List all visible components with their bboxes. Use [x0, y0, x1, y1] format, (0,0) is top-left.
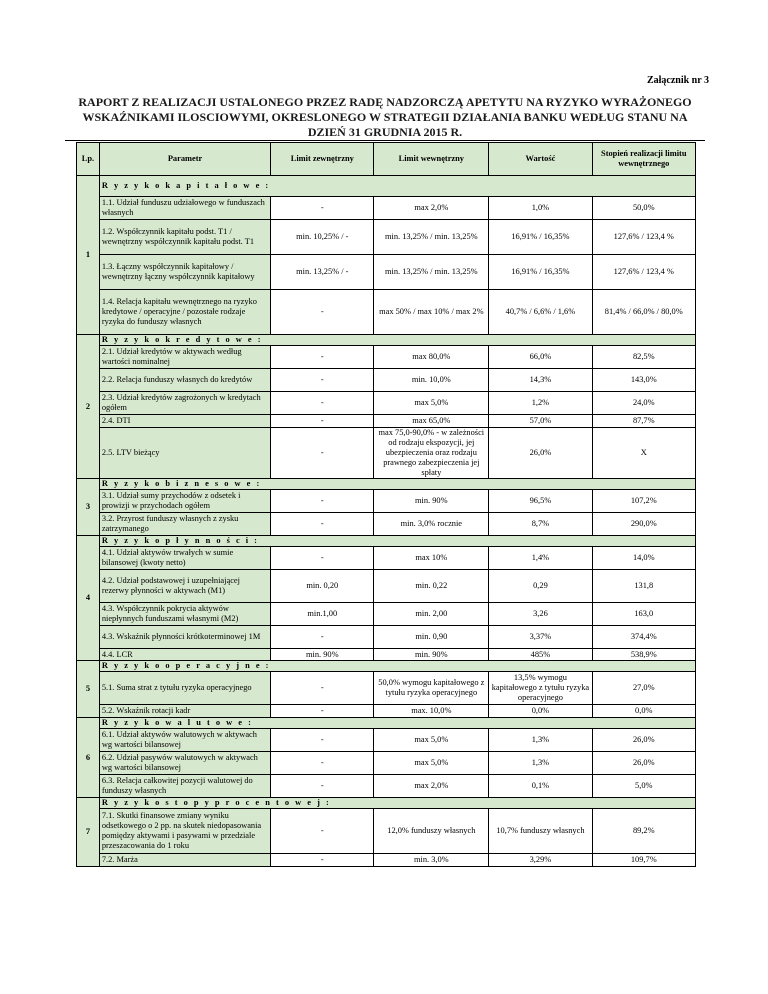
- ext-limit-cell: -: [271, 626, 374, 649]
- table-header-row: [77, 143, 696, 176]
- int-limit-cell: max 2,0%: [374, 775, 489, 798]
- ext-limit-cell: -: [271, 752, 374, 775]
- degree-cell: 374,4%: [592, 626, 695, 649]
- degree-cell: 109,7%: [592, 854, 695, 867]
- value-cell: 0,1%: [489, 775, 592, 798]
- param-cell: 7.1. Skutki finansowe zmiany wyniku odsetkowego o 2 pp. na skutek niedopasowania pomiędzy aktywami i pasywami w przedziale przeszacowania do 1 roku: [99, 809, 270, 854]
- param-cell: 7.2. Marża: [99, 854, 270, 867]
- value-cell: 3,29%: [489, 854, 592, 867]
- value-cell: 3,37%: [489, 626, 592, 649]
- table-row: [77, 220, 696, 255]
- int-limit-cell: max 2,0%: [374, 197, 489, 220]
- degree-cell: 27,0%: [592, 672, 695, 705]
- table-row: [77, 415, 696, 428]
- param-cell: 1.1. Udział funduszu udziałowego w funduszach własnych: [99, 197, 270, 220]
- param-cell: 2.2. Relacja funduszy własnych do kredytów: [99, 369, 270, 392]
- table-row: [77, 392, 696, 415]
- degree-cell: 81,4% / 66,0% / 80,0%: [592, 290, 695, 335]
- param-cell: 4.3. Współczynnik pokrycia aktywów niepłynnych funduszami własnymi (M2): [99, 603, 270, 626]
- section-header-row: [77, 479, 696, 490]
- degree-cell: 87,7%: [592, 415, 695, 428]
- param-cell: 2.4. DTI: [99, 415, 270, 428]
- header-param: Parametr: [99, 143, 270, 176]
- param-cell: 4.3. Wskaźnik płynności krótkoterminowej 1M: [99, 626, 270, 649]
- param-cell: 1.4. Relacja kapitału wewnętrznego na ryzyko kredytowe / operacyjne / pozostałe rodzaje ryzyka do funduszy własnych: [99, 290, 270, 335]
- ext-limit-cell: min. 13,25% / -: [271, 255, 374, 290]
- value-cell: 16,91% / 16,35%: [489, 220, 592, 255]
- header-ext: Limit zewnętrzny: [271, 143, 374, 176]
- section-title: R y z y k o p ł y n n o ś c i :: [99, 536, 695, 547]
- ext-limit-cell: -: [271, 809, 374, 854]
- ext-limit-cell: -: [271, 547, 374, 570]
- degree-cell: 290,0%: [592, 513, 695, 536]
- int-limit-cell: min. 10,0%: [374, 369, 489, 392]
- int-limit-cell: max 10%: [374, 547, 489, 570]
- degree-cell: 163,0: [592, 603, 695, 626]
- value-cell: 0,0%: [489, 705, 592, 718]
- table-row: [77, 626, 696, 649]
- header-int: Limit wewnętrzny: [374, 143, 489, 176]
- int-limit-cell: min. 3,0% rocznie: [374, 513, 489, 536]
- int-limit-cell: 12,0% funduszy własnych: [374, 809, 489, 854]
- ext-limit-cell: -: [271, 672, 374, 705]
- param-cell: 4.1. Udział aktywów trwałych w sumie bilansowej (kwoty netto): [99, 547, 270, 570]
- table-row: [77, 649, 696, 661]
- param-cell: 6.2. Udział pasywów walutowych w aktywach wg wartości bilansowej: [99, 752, 270, 775]
- ext-limit-cell: min.1,00: [271, 603, 374, 626]
- ext-limit-cell: -: [271, 428, 374, 479]
- header-deg: Stopień realizacji limitu wewnętrznego: [592, 143, 695, 176]
- degree-cell: X: [592, 428, 695, 479]
- table-row: [77, 729, 696, 752]
- ext-limit-cell: -: [271, 490, 374, 513]
- int-limit-cell: max 5,0%: [374, 392, 489, 415]
- section-number: 2: [77, 335, 100, 479]
- ext-limit-cell: -: [271, 346, 374, 369]
- int-limit-cell: min. 0,90: [374, 626, 489, 649]
- report-title: RAPORT Z REALIZACJI USTALONEGO PRZEZ RADĘ NADZORCZĄ APETYTU NA RYZYKO WYRAŻONEGO WSKAŹNIKAMI ILOSCIOWYMI, OKRESLONEGO W STRATEGII DZIAŁANIA BANKU WEDŁUG STANU NA DZIEŃ 31 GRUDNIA 2015 R.: [78, 95, 692, 139]
- ext-limit-cell: -: [271, 854, 374, 867]
- table-row: [77, 513, 696, 536]
- ext-limit-cell: -: [271, 705, 374, 718]
- value-cell: 57,0%: [489, 415, 592, 428]
- value-cell: 1,4%: [489, 547, 592, 570]
- title-divider: [65, 140, 705, 141]
- degree-cell: 5,0%: [592, 775, 695, 798]
- degree-cell: 26,0%: [592, 752, 695, 775]
- header-lp: Lp.: [77, 143, 100, 176]
- param-cell: 1.2. Współczynnik kapitału podst. T1 / wewnętrzny współczynnik kapitału podst. T1: [99, 220, 270, 255]
- param-cell: 4.2. Udział podstawowej i uzupełniającej rezerwy płynności w aktywach (M1): [99, 570, 270, 603]
- table-row: [77, 346, 696, 369]
- header-val: Wartość: [489, 143, 592, 176]
- value-cell: 0,29: [489, 570, 592, 603]
- table-row: [77, 255, 696, 290]
- int-limit-cell: max 65,0%: [374, 415, 489, 428]
- section-title: R y z y k o k r e d y t o w e :: [99, 335, 695, 346]
- value-cell: 3,26: [489, 603, 592, 626]
- value-cell: 66,0%: [489, 346, 592, 369]
- table-row: [77, 854, 696, 867]
- ext-limit-cell: -: [271, 513, 374, 536]
- section-header-row: [77, 661, 696, 672]
- degree-cell: 127,6% / 123,4 %: [592, 220, 695, 255]
- param-cell: 3.2. Przyrost funduszy własnych z zysku zatrzymanego: [99, 513, 270, 536]
- int-limit-cell: min. 13,25% / min. 13,25%: [374, 220, 489, 255]
- table-body: [77, 176, 696, 867]
- value-cell: 1,2%: [489, 392, 592, 415]
- degree-cell: 50,0%: [592, 197, 695, 220]
- ext-limit-cell: -: [271, 729, 374, 752]
- ext-limit-cell: min. 0,20: [271, 570, 374, 603]
- degree-cell: 26,0%: [592, 729, 695, 752]
- section-number: 6: [77, 718, 100, 798]
- section-header-row: [77, 718, 696, 729]
- table-row: [77, 290, 696, 335]
- ext-limit-cell: -: [271, 369, 374, 392]
- risk-appetite-table: [76, 142, 696, 867]
- table-row: [77, 603, 696, 626]
- section-header-row: [77, 798, 696, 809]
- ext-limit-cell: min. 10,25% / -: [271, 220, 374, 255]
- degree-cell: 24,0%: [592, 392, 695, 415]
- param-cell: 2.3. Udział kredytów zagrożonych w kredytach ogółem: [99, 392, 270, 415]
- degree-cell: 131,8: [592, 570, 695, 603]
- table-row: [77, 672, 696, 705]
- ext-limit-cell: -: [271, 290, 374, 335]
- int-limit-cell: min. 13,25% / min. 13,25%: [374, 255, 489, 290]
- section-number: 3: [77, 479, 100, 536]
- value-cell: 26,0%: [489, 428, 592, 479]
- value-cell: 13,5% wymogu kapitałowego z tytułu ryzyka operacyjnego: [489, 672, 592, 705]
- int-limit-cell: max 5,0%: [374, 729, 489, 752]
- section-title: R y z y k o o p e r a c y j n e :: [99, 661, 695, 672]
- section-header-row: [77, 176, 696, 197]
- param-cell: 5.1. Suma strat z tytułu ryzyka operacyjnego: [99, 672, 270, 705]
- param-cell: 1.3. Łączny współczynnik kapitałowy / wewnętrzny łączny współczynnik kapitałowy: [99, 255, 270, 290]
- param-cell: 2.1. Udział kredytów w aktywach według wartości nominalnej: [99, 346, 270, 369]
- table-row: [77, 369, 696, 392]
- section-title: R y z y k o k a p i t a ł o w e :: [99, 176, 695, 197]
- int-limit-cell: min. 90%: [374, 649, 489, 661]
- degree-cell: 127,6% / 123,4 %: [592, 255, 695, 290]
- value-cell: 1,3%: [489, 729, 592, 752]
- section-header-row: [77, 536, 696, 547]
- int-limit-cell: min. 0,22: [374, 570, 489, 603]
- section-number: 4: [77, 536, 100, 661]
- int-limit-cell: max. 10,0%: [374, 705, 489, 718]
- table-row: [77, 570, 696, 603]
- table-row: [77, 547, 696, 570]
- value-cell: 1,3%: [489, 752, 592, 775]
- table-row: [77, 775, 696, 798]
- ext-limit-cell: min. 90%: [271, 649, 374, 661]
- degree-cell: 82,5%: [592, 346, 695, 369]
- int-limit-cell: min. 90%: [374, 490, 489, 513]
- int-limit-cell: max 50% / max 10% / max 2%: [374, 290, 489, 335]
- param-cell: 2.5. LTV bieżący: [99, 428, 270, 479]
- param-cell: 6.1. Udział aktywów walutowych w aktywach wg wartości bilansowej: [99, 729, 270, 752]
- value-cell: 16,91% / 16,35%: [489, 255, 592, 290]
- section-header-row: [77, 335, 696, 346]
- param-cell: 6.3. Relacja całkowitej pozycji walutowej do funduszy własnych: [99, 775, 270, 798]
- param-cell: 3.1. Udział sumy przychodów z odsetek i prowizji w przychodach ogółem: [99, 490, 270, 513]
- section-title: R y z y k o w a l u t o w e :: [99, 718, 695, 729]
- table-row: [77, 809, 696, 854]
- degree-cell: 538,9%: [592, 649, 695, 661]
- table-row: [77, 705, 696, 718]
- int-limit-cell: min. 3,0%: [374, 854, 489, 867]
- ext-limit-cell: -: [271, 415, 374, 428]
- section-title: R y z y k o s t o p y p r o c e n t o w e j :: [99, 798, 695, 809]
- section-number: 5: [77, 661, 100, 718]
- value-cell: 485%: [489, 649, 592, 661]
- value-cell: 14,3%: [489, 369, 592, 392]
- param-cell: 5.2. Wskaźnik rotacji kadr: [99, 705, 270, 718]
- table-row: [77, 428, 696, 479]
- ext-limit-cell: -: [271, 392, 374, 415]
- value-cell: 1,0%: [489, 197, 592, 220]
- table-row: [77, 752, 696, 775]
- value-cell: 10,7% funduszy własnych: [489, 809, 592, 854]
- annex-label: Załącznik nr 3: [646, 75, 709, 86]
- ext-limit-cell: -: [271, 775, 374, 798]
- section-number: 1: [77, 176, 100, 335]
- int-limit-cell: max 75,0-90,0% - w zależności od rodzaju ekspozycji, jej ubezpieczenia oraz rodzaju prawnego zabezpieczenia jej spłaty: [374, 428, 489, 479]
- int-limit-cell: min. 2,00: [374, 603, 489, 626]
- degree-cell: 143,0%: [592, 369, 695, 392]
- degree-cell: 14,0%: [592, 547, 695, 570]
- table-row: [77, 490, 696, 513]
- value-cell: 8,7%: [489, 513, 592, 536]
- int-limit-cell: max 5,0%: [374, 752, 489, 775]
- degree-cell: 0,0%: [592, 705, 695, 718]
- degree-cell: 89,2%: [592, 809, 695, 854]
- value-cell: 40,7% / 6,6% / 1,6%: [489, 290, 592, 335]
- ext-limit-cell: -: [271, 197, 374, 220]
- table-row: [77, 197, 696, 220]
- section-number: 7: [77, 798, 100, 867]
- param-cell: 4.4. LCR: [99, 649, 270, 661]
- section-title: R y z y k o b i z n e s o w e :: [99, 479, 695, 490]
- int-limit-cell: max 80,0%: [374, 346, 489, 369]
- degree-cell: 107,2%: [592, 490, 695, 513]
- value-cell: 96,5%: [489, 490, 592, 513]
- int-limit-cell: 50,0% wymogu kapitałowego z tytułu ryzyka operacyjnego: [374, 672, 489, 705]
